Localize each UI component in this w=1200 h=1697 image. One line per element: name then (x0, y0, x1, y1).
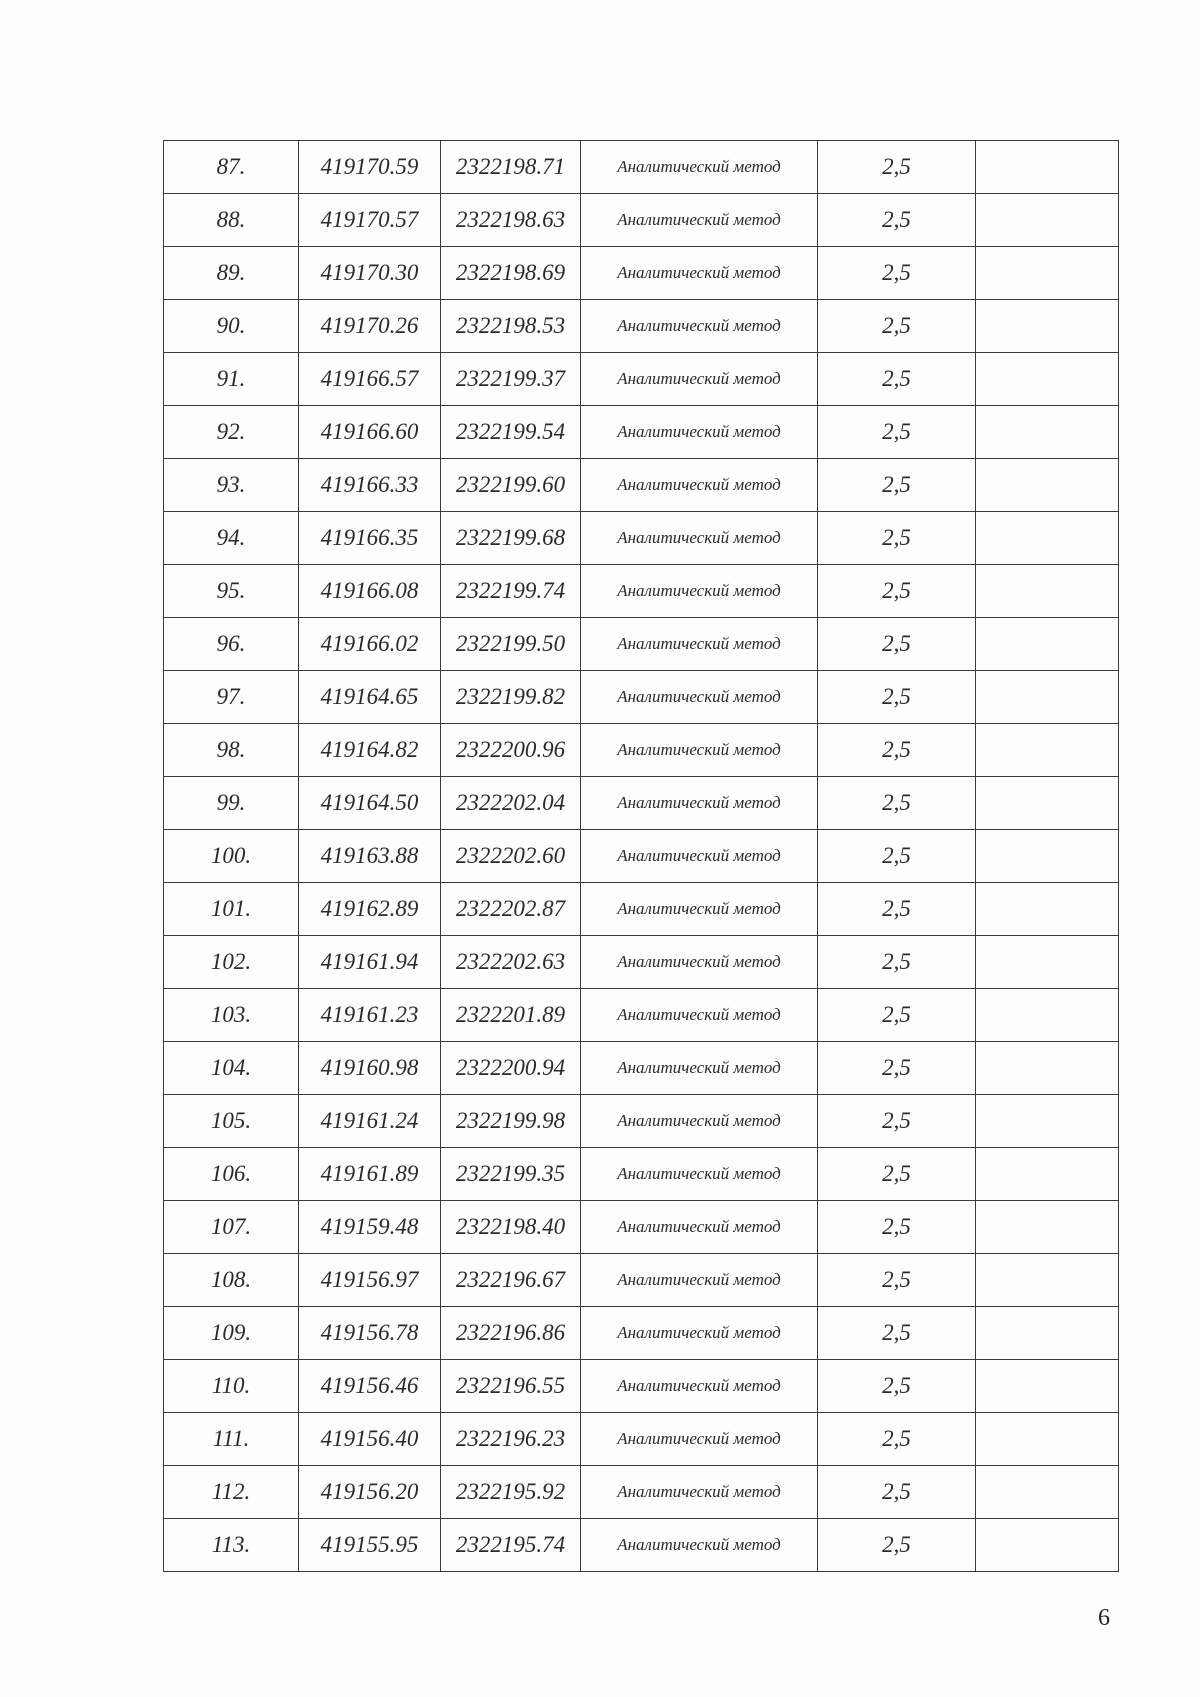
y-coordinate-cell: 2322202.63 (441, 936, 581, 989)
note-cell (976, 1042, 1119, 1095)
table-row (164, 565, 1119, 618)
point-number-cell: 90. (164, 300, 299, 353)
x-coordinate-cell: 419156.20 (299, 1466, 441, 1519)
y-coordinate-cell: 2322199.37 (441, 353, 581, 406)
note-cell (976, 406, 1119, 459)
accuracy-cell: 2,5 (818, 618, 976, 671)
accuracy-cell: 2,5 (818, 406, 976, 459)
page-number: 6 (1098, 1605, 1110, 1631)
x-coordinate-cell: 419160.98 (299, 1042, 441, 1095)
method-cell: Аналитический метод (581, 353, 818, 406)
accuracy-cell: 2,5 (818, 1307, 976, 1360)
x-coordinate-cell: 419159.48 (299, 1201, 441, 1254)
method-cell: Аналитический метод (581, 1413, 818, 1466)
accuracy-cell: 2,5 (818, 777, 976, 830)
y-coordinate-cell: 2322195.92 (441, 1466, 581, 1519)
accuracy-cell: 2,5 (818, 194, 976, 247)
accuracy-cell: 2,5 (818, 1466, 976, 1519)
table-row (164, 194, 1119, 247)
point-number-cell: 113. (164, 1519, 299, 1572)
point-number-cell: 110. (164, 1360, 299, 1413)
table-row (164, 141, 1119, 194)
note-cell (976, 936, 1119, 989)
table-row (164, 1360, 1119, 1413)
y-coordinate-cell: 2322198.53 (441, 300, 581, 353)
y-coordinate-cell: 2322200.96 (441, 724, 581, 777)
method-cell: Аналитический метод (581, 830, 818, 883)
method-cell: Аналитический метод (581, 565, 818, 618)
note-cell (976, 300, 1119, 353)
table-row (164, 459, 1119, 512)
method-cell: Аналитический метод (581, 512, 818, 565)
note-cell (976, 565, 1119, 618)
accuracy-cell: 2,5 (818, 1413, 976, 1466)
table-row (164, 353, 1119, 406)
x-coordinate-cell: 419170.59 (299, 141, 441, 194)
y-coordinate-cell: 2322198.69 (441, 247, 581, 300)
accuracy-cell: 2,5 (818, 936, 976, 989)
note-cell (976, 883, 1119, 936)
x-coordinate-cell: 419166.08 (299, 565, 441, 618)
point-number-cell: 109. (164, 1307, 299, 1360)
table-row (164, 830, 1119, 883)
x-coordinate-cell: 419166.35 (299, 512, 441, 565)
y-coordinate-cell: 2322202.04 (441, 777, 581, 830)
point-number-cell: 97. (164, 671, 299, 724)
note-cell (976, 247, 1119, 300)
method-cell: Аналитический метод (581, 724, 818, 777)
method-cell: Аналитический метод (581, 1095, 818, 1148)
accuracy-cell: 2,5 (818, 1360, 976, 1413)
x-coordinate-cell: 419166.60 (299, 406, 441, 459)
point-number-cell: 89. (164, 247, 299, 300)
note-cell (976, 777, 1119, 830)
table-row (164, 1254, 1119, 1307)
method-cell: Аналитический метод (581, 459, 818, 512)
method-cell: Аналитический метод (581, 989, 818, 1042)
x-coordinate-cell: 419166.57 (299, 353, 441, 406)
x-coordinate-cell: 419155.95 (299, 1519, 441, 1572)
method-cell: Аналитический метод (581, 247, 818, 300)
point-number-cell: 106. (164, 1148, 299, 1201)
note-cell (976, 1201, 1119, 1254)
note-cell (976, 830, 1119, 883)
note-cell (976, 141, 1119, 194)
y-coordinate-cell: 2322199.35 (441, 1148, 581, 1201)
method-cell: Аналитический метод (581, 141, 818, 194)
y-coordinate-cell: 2322199.50 (441, 618, 581, 671)
method-cell: Аналитический метод (581, 1148, 818, 1201)
point-number-cell: 104. (164, 1042, 299, 1095)
x-coordinate-cell: 419163.88 (299, 830, 441, 883)
point-number-cell: 107. (164, 1201, 299, 1254)
note-cell (976, 1360, 1119, 1413)
point-number-cell: 88. (164, 194, 299, 247)
point-number-cell: 98. (164, 724, 299, 777)
point-number-cell: 102. (164, 936, 299, 989)
accuracy-cell: 2,5 (818, 512, 976, 565)
note-cell (976, 512, 1119, 565)
accuracy-cell: 2,5 (818, 300, 976, 353)
table-row (164, 989, 1119, 1042)
accuracy-cell: 2,5 (818, 671, 976, 724)
x-coordinate-cell: 419162.89 (299, 883, 441, 936)
y-coordinate-cell: 2322202.60 (441, 830, 581, 883)
table-row (164, 512, 1119, 565)
y-coordinate-cell: 2322195.74 (441, 1519, 581, 1572)
accuracy-cell: 2,5 (818, 1519, 976, 1572)
x-coordinate-cell: 419170.30 (299, 247, 441, 300)
table-row (164, 724, 1119, 777)
accuracy-cell: 2,5 (818, 141, 976, 194)
method-cell: Аналитический метод (581, 936, 818, 989)
table-row (164, 300, 1119, 353)
note-cell (976, 1095, 1119, 1148)
x-coordinate-cell: 419161.94 (299, 936, 441, 989)
accuracy-cell: 2,5 (818, 459, 976, 512)
point-number-cell: 96. (164, 618, 299, 671)
point-number-cell: 101. (164, 883, 299, 936)
note-cell (976, 1307, 1119, 1360)
point-number-cell: 95. (164, 565, 299, 618)
method-cell: Аналитический метод (581, 1466, 818, 1519)
note-cell (976, 1519, 1119, 1572)
accuracy-cell: 2,5 (818, 830, 976, 883)
x-coordinate-cell: 419166.33 (299, 459, 441, 512)
y-coordinate-cell: 2322201.89 (441, 989, 581, 1042)
y-coordinate-cell: 2322202.87 (441, 883, 581, 936)
accuracy-cell: 2,5 (818, 1254, 976, 1307)
accuracy-cell: 2,5 (818, 1095, 976, 1148)
x-coordinate-cell: 419170.57 (299, 194, 441, 247)
table-row (164, 247, 1119, 300)
note-cell (976, 1466, 1119, 1519)
accuracy-cell: 2,5 (818, 247, 976, 300)
y-coordinate-cell: 2322199.74 (441, 565, 581, 618)
method-cell: Аналитический метод (581, 1307, 818, 1360)
point-number-cell: 108. (164, 1254, 299, 1307)
method-cell: Аналитический метод (581, 883, 818, 936)
method-cell: Аналитический метод (581, 406, 818, 459)
method-cell: Аналитический метод (581, 1254, 818, 1307)
x-coordinate-cell: 419164.65 (299, 671, 441, 724)
point-number-cell: 103. (164, 989, 299, 1042)
method-cell: Аналитический метод (581, 1519, 818, 1572)
point-number-cell: 94. (164, 512, 299, 565)
point-number-cell: 99. (164, 777, 299, 830)
y-coordinate-cell: 2322199.82 (441, 671, 581, 724)
note-cell (976, 1148, 1119, 1201)
point-number-cell: 105. (164, 1095, 299, 1148)
accuracy-cell: 2,5 (818, 1042, 976, 1095)
point-number-cell: 93. (164, 459, 299, 512)
point-number-cell: 87. (164, 141, 299, 194)
x-coordinate-cell: 419161.24 (299, 1095, 441, 1148)
table-row (164, 1519, 1119, 1572)
coordinates-table-body (164, 141, 1119, 1572)
method-cell: Аналитический метод (581, 777, 818, 830)
table-row (164, 671, 1119, 724)
note-cell (976, 671, 1119, 724)
y-coordinate-cell: 2322196.86 (441, 1307, 581, 1360)
table-row (164, 406, 1119, 459)
method-cell: Аналитический метод (581, 300, 818, 353)
table-row (164, 1201, 1119, 1254)
note-cell (976, 459, 1119, 512)
table-row (164, 883, 1119, 936)
table-row (164, 1307, 1119, 1360)
x-coordinate-cell: 419161.89 (299, 1148, 441, 1201)
point-number-cell: 111. (164, 1413, 299, 1466)
table-row (164, 1095, 1119, 1148)
point-number-cell: 91. (164, 353, 299, 406)
table-row (164, 618, 1119, 671)
x-coordinate-cell: 419161.23 (299, 989, 441, 1042)
y-coordinate-cell: 2322196.55 (441, 1360, 581, 1413)
point-number-cell: 92. (164, 406, 299, 459)
table-row (164, 1042, 1119, 1095)
y-coordinate-cell: 2322198.40 (441, 1201, 581, 1254)
y-coordinate-cell: 2322199.98 (441, 1095, 581, 1148)
method-cell: Аналитический метод (581, 1360, 818, 1413)
accuracy-cell: 2,5 (818, 1201, 976, 1254)
y-coordinate-cell: 2322198.63 (441, 194, 581, 247)
y-coordinate-cell: 2322199.60 (441, 459, 581, 512)
accuracy-cell: 2,5 (818, 989, 976, 1042)
y-coordinate-cell: 2322196.67 (441, 1254, 581, 1307)
accuracy-cell: 2,5 (818, 724, 976, 777)
accuracy-cell: 2,5 (818, 1148, 976, 1201)
y-coordinate-cell: 2322198.71 (441, 141, 581, 194)
method-cell: Аналитический метод (581, 1201, 818, 1254)
note-cell (976, 353, 1119, 406)
x-coordinate-cell: 419170.26 (299, 300, 441, 353)
x-coordinate-cell: 419164.50 (299, 777, 441, 830)
note-cell (976, 989, 1119, 1042)
accuracy-cell: 2,5 (818, 565, 976, 618)
note-cell (976, 1254, 1119, 1307)
table-row (164, 777, 1119, 830)
method-cell: Аналитический метод (581, 671, 818, 724)
method-cell: Аналитический метод (581, 1042, 818, 1095)
point-number-cell: 112. (164, 1466, 299, 1519)
note-cell (976, 1413, 1119, 1466)
note-cell (976, 724, 1119, 777)
note-cell (976, 194, 1119, 247)
method-cell: Аналитический метод (581, 618, 818, 671)
x-coordinate-cell: 419166.02 (299, 618, 441, 671)
y-coordinate-cell: 2322196.23 (441, 1413, 581, 1466)
table-row (164, 936, 1119, 989)
x-coordinate-cell: 419156.46 (299, 1360, 441, 1413)
x-coordinate-cell: 419156.78 (299, 1307, 441, 1360)
y-coordinate-cell: 2322199.54 (441, 406, 581, 459)
note-cell (976, 618, 1119, 671)
table-row (164, 1466, 1119, 1519)
table-row (164, 1413, 1119, 1466)
method-cell: Аналитический метод (581, 194, 818, 247)
y-coordinate-cell: 2322199.68 (441, 512, 581, 565)
y-coordinate-cell: 2322200.94 (441, 1042, 581, 1095)
coordinates-table (163, 140, 1119, 1572)
accuracy-cell: 2,5 (818, 883, 976, 936)
accuracy-cell: 2,5 (818, 353, 976, 406)
point-number-cell: 100. (164, 830, 299, 883)
x-coordinate-cell: 419156.97 (299, 1254, 441, 1307)
x-coordinate-cell: 419156.40 (299, 1413, 441, 1466)
x-coordinate-cell: 419164.82 (299, 724, 441, 777)
table-row (164, 1148, 1119, 1201)
